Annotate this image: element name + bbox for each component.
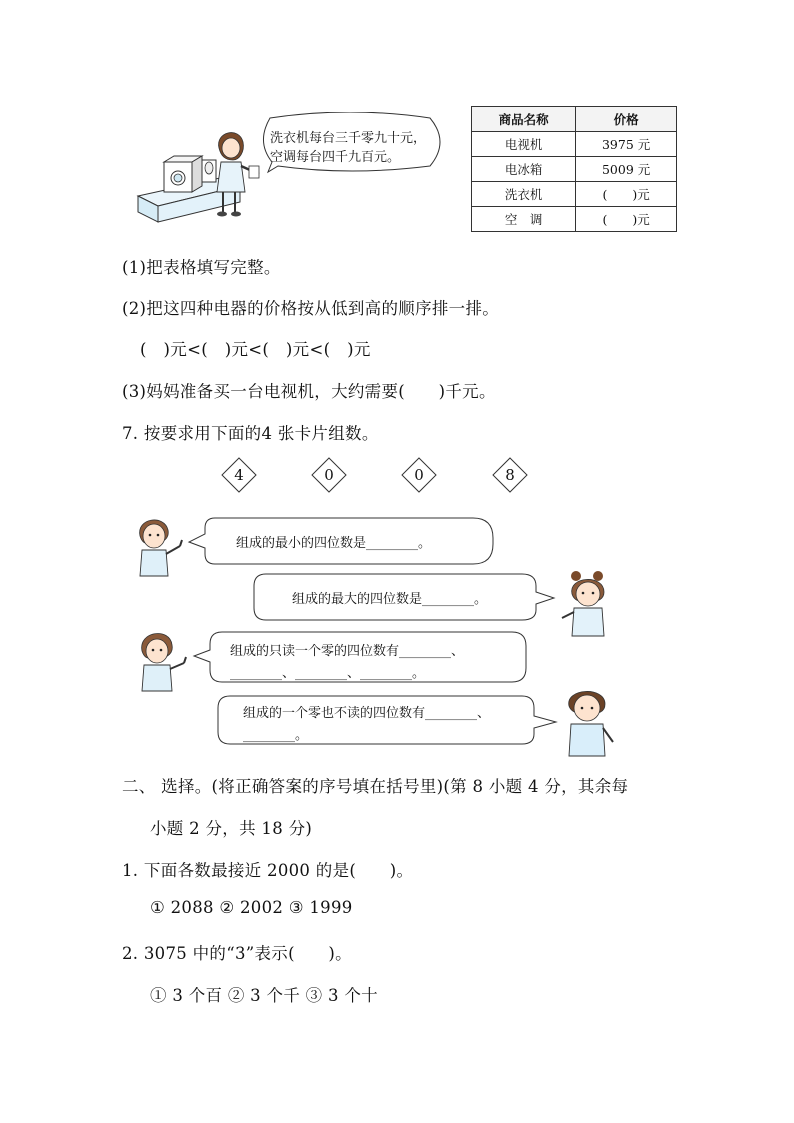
card-digit: 4 [234, 466, 244, 484]
section2-heading-cont: 小题 2 分，共 18 分) [150, 819, 313, 838]
table-cell-name: 电冰箱 [472, 157, 576, 182]
price-table [471, 106, 677, 232]
q6-sub3: (3)妈妈准备买一台电视机，大约需要( )千元。 [122, 382, 496, 401]
table-cell-price: 5009 元 [576, 157, 677, 182]
child-figure-1 [130, 512, 190, 578]
intro-speech-line1: 洗衣机每台三千零九十元， [270, 131, 427, 146]
card-digit: 8 [505, 466, 515, 484]
bubble-2-text: 组成的最大的四位数是________。 [292, 592, 488, 607]
bubble-3-text-line2: ________、________、________。 [230, 666, 426, 681]
number-card [221, 457, 257, 493]
section2-q1-options: ① 2088 ② 2002 ③ 1999 [150, 898, 353, 917]
table-header-row [472, 107, 677, 132]
section2-q1: 1. 下面各数最接近 2000 的是( )。 [122, 861, 414, 880]
bubble-3-text-line1: 组成的只读一个零的四位数有________、 [230, 644, 465, 659]
table-row [472, 132, 677, 157]
number-card [311, 457, 347, 493]
table-row [472, 207, 677, 232]
table-row [472, 182, 677, 207]
child-figure-2 [556, 568, 618, 638]
bubble-4-text-line1: 组成的一个零也不读的四位数有________、 [243, 706, 491, 721]
table-cell-name: 洗衣机 [472, 182, 576, 207]
table-cell-name: 电视机 [472, 132, 576, 157]
section2-q2: 2. 3075 中的“3”表示( )。 [122, 944, 352, 963]
number-card [492, 457, 528, 493]
card-digit: 0 [324, 466, 334, 484]
table-header-name: 商品名称 [472, 107, 576, 132]
number-card [401, 457, 437, 493]
q6-sub2: (2)把这四种电器的价格按从低到高的顺序排一排。 [122, 299, 500, 318]
table-cell-price: 3975 元 [576, 132, 677, 157]
table-row [472, 157, 677, 182]
q7-title: 7. 按要求用下面的4 张卡片组数。 [122, 424, 379, 443]
bubble-4-text-line2: ________。 [243, 728, 309, 743]
section2-q2-options: ① 3 个百 ② 3 个千 ③ 3 个十 [150, 986, 378, 1005]
table-cell-price: ( )元 [576, 182, 677, 207]
q6-sub2-blanks: ( )元<( )元<( )元<( )元 [140, 340, 371, 359]
child-figure-3 [132, 625, 192, 693]
intro-speech-line2: 空调每台四千九百元。 [270, 150, 401, 165]
child-figure-4 [555, 684, 619, 758]
section2-heading: 二、 选择。(将正确答案的序号填在括号里)(第 8 小题 4 分，其余每 [122, 777, 629, 796]
table-cell-price: ( )元 [576, 207, 677, 232]
table-cell-name: 空 调 [472, 207, 576, 232]
bubble-1-text: 组成的最小的四位数是________。 [236, 536, 432, 551]
q6-sub1: (1)把表格填写完整。 [122, 258, 281, 277]
table-header-price: 价格 [576, 107, 677, 132]
card-digit: 0 [414, 466, 424, 484]
